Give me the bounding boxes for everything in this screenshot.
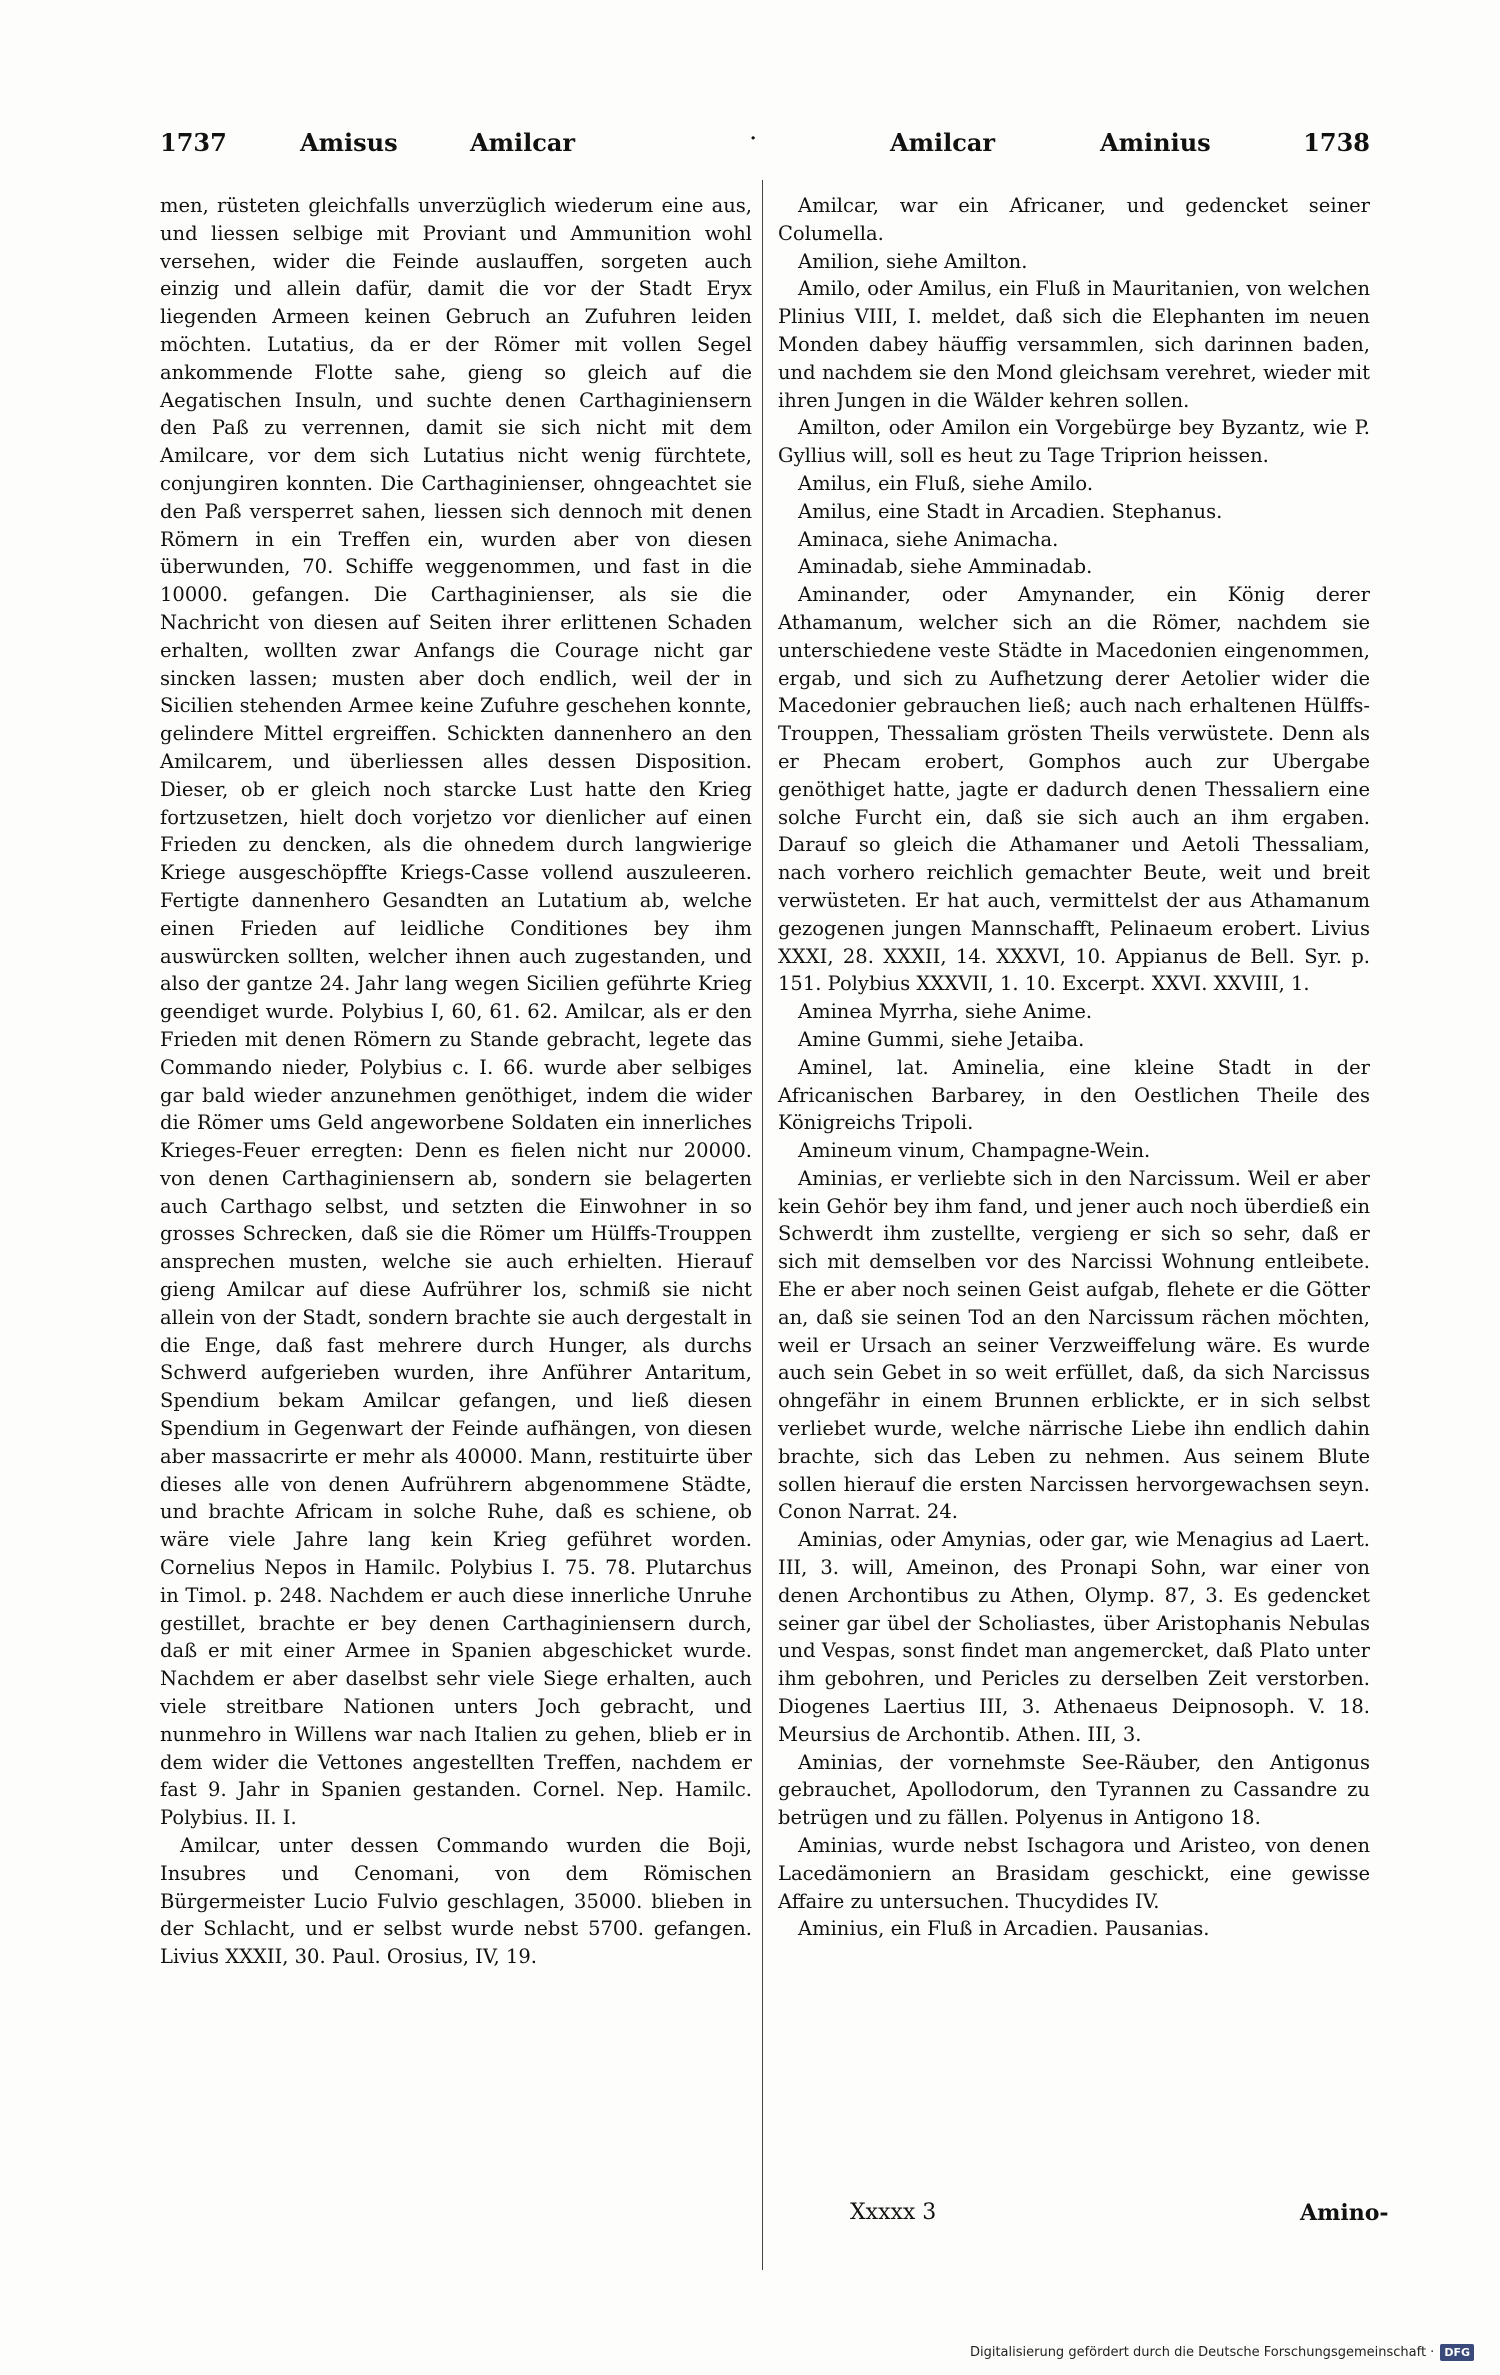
entry-paragraph: Amilo, oder Amilus, ein Fluß in Mauritanien, von welchen Plinius VIII, I. meldet, daß sich die Elephanten im neuen Monden dabey häuffig versammlen, sich darinnen baden, und nachdem sie den Mond gleichsam verehret, wieder mit ihren Jungen in die Wälder kehren sollen. [778, 277, 1370, 412]
signature-mark: Xxxxx 3 [850, 2200, 937, 2225]
entry-paragraph: Aminias, wurde nebst Ischagora und Aristeo, von denen Lacedämoniern an Brasidam geschickt, eine gewisse Affaire zu untersuchen. Thucydides IV. [778, 1834, 1370, 1913]
entry-paragraph: men, rüsteten gleichfalls unverzüglich wiederum eine aus, und liessen selbige mit Proviant und Ammunition wohl versehen, wider die Feinde auslauffen, sorgeten auch einzig und allein dafür, damit die vor der Stadt Eryx liegenden Armeen keinen Gebruch an Zufuhren leiden möchten. Lutatius, da er der Römer mit vollen Segel ankommende Flotte sahe, gieng so gleich auf die Aegatischen Insuln, und suchte denen Carthaginiensern den Paß zu verrennen, damit sie sich nicht mit dem Amilcare, vor dem sich Lutatius nicht wenig fürchtete, conjungiren konnten. Die Carthaginienser, ohngeachtet sie den Paß versperret sahen, liessen sich dennoch mit denen Römern in ein Treffen ein, wurden aber von diesen überwunden, 70. Schiffe weggenommen, und fast in die 10000. gefangen. Die Carthaginienser, als sie die Nachricht von diesen auf Seiten ihrer erlittenen Schaden erhalten, wollten zwar Anfangs die Courage nicht gar sincken lassen; musten aber doch endlich, weil der in Sicilien stehenden Armee keine Zufuhre geschehen konnte, gelindere Mittel ergreiffen. Schickten dannenhero an den Amilcarem, und überliessen alles dessen Disposition. Dieser, ob er gleich noch starcke Lust hatte den Krieg fortzusetzen, hielt doch vorjetzo vor dienlicher auf einen Frieden zu dencken, als die ohnedem durch langwierige Kriege ausgeschöpffte Kriegs-Casse vollend auszuleeren. Fertigte dannenhero Gesandten an Lutatium ab, welche einen Frieden auf leidliche Conditiones bey ihm auswürcken sollten, welcher ihnen auch zugestanden, und also der gantze 24. Jahr lang wegen Sicilien geführte Krieg geendiget wurde. Polybius I, 60, 61. 62. Amilcar, als er den Frieden mit denen Römern zu Stande gebracht, legete das Commando nieder, Polybius c. I. 66. wurde aber selbiges gar bald wieder anzunehmen genöthiget, indem die wider die Römer ums Geld angeworbene Soldaten ein innerliches Krieges-Feuer erregten: Denn es fielen nicht nur 20000. von denen Carthaginiensern ab, sondern sie belagerten auch Carthago selbst, und setzten die Einwohner in so grosses Schrecken, daß sie die Römer um Hülffs-Trouppen ansprechen musten, welche sie auch erhielten. Hierauf gieng Amilcar auf diese Aufrührer los, schmiß sie nicht allein von der Stadt, sondern brachte sie auch dergestalt in die Enge, daß fast mehrere durch Hunger, als durchs Schwerd aufgerieben wurden, ihre Anführer Antaritum, Spendium bekam Amilcar gefangen, und ließ diesen Spendium in Gegenwart der Feinde aufhängen, von diesen aber massacrirte er mehr als 40000. Mann, restituirte über dieses alle von denen Aufrührern abgenommene Städte, und brachte Africam in solche Ruhe, daß es schiene, ob wäre viele Jahre lang kein Krieg geführet worden. Cornelius Nepos in Hamilc. Polybius I. 75. 78. Plutarchus in Timol. p. 248. Nachdem er auch diese innerliche Unruhe gestillet, brachte er bey denen Carthaginiensern durch, daß er mit einer Armee in Spanien abgeschicket wurde. Nachdem er aber daselbst sehr viele Siege erhalten, auch viele streitbare Nationen unters Joch gebracht, und nunmehro in Willens war nach Italien zu gehen, blieb er in dem wider die Vettones angestellten Treffen, nachdem er fast 9. Jahr in Spanien gestanden. Cornel. Nep. Hamilc. Polybius. II. I. [160, 194, 752, 1830]
keyword-right-first: Amilcar [890, 128, 996, 157]
catchword: Amino- [1300, 2200, 1389, 2226]
entry-paragraph: Amilton, oder Amilon ein Vorgebürge bey Byzantz, wie P. Gyllius will, soll es heut zu Tage Triprion heissen. [778, 416, 1370, 468]
footer-text: Digitalisierung gefördert durch die Deutsche Forschungsgemeinschaft · [969, 2345, 1435, 2360]
entry-paragraph: Aminea Myrrha, siehe Anime. [798, 1000, 1093, 1024]
entry-paragraph: Aminel, lat. Aminelia, eine kleine Stadt in der Africanischen Barbarey, in den Oestlichen Theile des Königreichs Tripoli. [778, 1055, 1370, 1135]
digitization-footer [970, 2344, 1474, 2361]
column-divider [762, 180, 763, 2270]
keyword-left-first: Amisus [300, 128, 398, 157]
entry-paragraph: Aminias, er verliebte sich in den Narcissum. Weil er aber kein Gehör bey ihm fand, und jener auch noch überdieß ein Schwerdt ihm zustellte, vergieng er sich so sehr, daß er sich mit demselben vor des Narcissi Wohnung entleibete. Ehe er aber noch seinen Geist aufgab, flehete er die Götter an, daß sie seinen Tod an den Narcissum rächen möchten, weil er Ursach an seiner Verzweiffelung wäre. Es wurde auch sein Gebet in so weit erfüllet, daß, da sich Narcissus ohngefähr in einem Brunnen erblickte, er in sich selbst verliebet wurde, welche närrische Liebe ihn endlich dahin brachte, sich das Leben zu nehmen. Aus seinem Blute sollen hierauf die ersten Narcissen hervorgewachsen seyn. Conon Narrat. 24. [778, 1166, 1370, 1524]
entry-paragraph: Amine Gummi, siehe Jetaiba. [798, 1027, 1085, 1051]
header-ornament: · [750, 128, 757, 149]
keyword-right-second: Aminius [1100, 128, 1211, 157]
entry-paragraph: Aminias, der vornehmste See-Räuber, den Antigonus gebrauchet, Apollodorum, den Tyrannen zu Cassandre zu betrügen und zu fällen. Polyenus in Antigono 18. [778, 1750, 1370, 1830]
entry-paragraph: Aminaca, siehe Animacha. [798, 527, 1059, 551]
entry-paragraph: Amilus, eine Stadt in Arcadien. Stephanus. [798, 499, 1223, 523]
page-number-left: 1737 [160, 128, 227, 157]
keyword-left-second: Amilcar [470, 128, 576, 157]
left-column [160, 192, 752, 1971]
entry-paragraph: Aminander, oder Amynander, ein König derer Athamanum, welcher sich an die Römer, nachdem sie unterschiedene veste Städte in Macedonien eingenommen, ergab, und sich zu Aufhetzung derer Aetolier wider die Macedonier gebrauchen ließ; auch nach erhaltenen Hülffs-Trouppen, Thessaliam grösten Theils verwüstete. Denn als er Phecam erobert, Gomphos auch zur Ubergabe genöthiget hatte, jagte er dadurch denen Thessaliern eine solche Furcht ein, daß sie sich auch an ihm ergaben. Darauf so gleich die Athamaner und Aetoli Thessaliam, nach vorhero reichlich gemachter Beute, weit und breit verwüsteten. Er hat auch, vermittelst der aus Athamanum gezogenen jungen Mannschafft, Pelinaeum erobert. Livius XXXI, 28. XXXII, 14. XXXVI, 10. Appianus de Bell. Syr. p. 151. Polybius XXXVII, 1. 10. Excerpt. XXVI. XXVIII, 1. [778, 583, 1370, 996]
entry-paragraph: Aminius, ein Fluß in Arcadien. Pausanias. [798, 1917, 1210, 1941]
page-number-right: 1738 [1303, 128, 1370, 157]
right-column [778, 192, 1370, 1943]
dfg-logo-icon: DFG [1440, 2344, 1474, 2361]
entry-paragraph: Amilcar, war ein Africaner, und gedencket seiner Columella. [778, 194, 1370, 245]
running-header [160, 128, 1370, 168]
entry-paragraph: Aminadab, siehe Amminadab. [798, 555, 1093, 579]
entry-paragraph: Amilus, ein Fluß, siehe Amilo. [798, 471, 1094, 495]
entry-paragraph: Amilion, siehe Amilton. [798, 249, 1028, 273]
entry-paragraph: Amilcar, unter dessen Commando wurden die Boji, Insubres und Cenomani, von dem Römischen Bürgermeister Lucio Fulvio geschlagen, 35000. blieben in der Schlacht, und er selbst wurde nebst 5700. gefangen. Livius XXXII, 30. Paul. Orosius, IV, 19. [160, 1834, 752, 1969]
entry-paragraph: Amineum vinum, Champagne-Wein. [798, 1139, 1151, 1163]
entry-paragraph: Aminias, oder Amynias, oder gar, wie Menagius ad Laert. III, 3. will, Ameinon, des Pronapi Sohn, war einer von denen Archontibus zu Athen, Olymp. 87, 3. Es gedencket seiner gar übel der Scholiastes, über Aristophanis Nebulas und Vespas, sonst findet man angemercket, daß Plato unter ihm gebohren, und Pericles zu derselben Zeit verstorben. Diogenes Laertius III, 3. Athenaeus Deipnosoph. V. 18. Meursius de Archontib. Athen. III, 3. [778, 1528, 1370, 1746]
